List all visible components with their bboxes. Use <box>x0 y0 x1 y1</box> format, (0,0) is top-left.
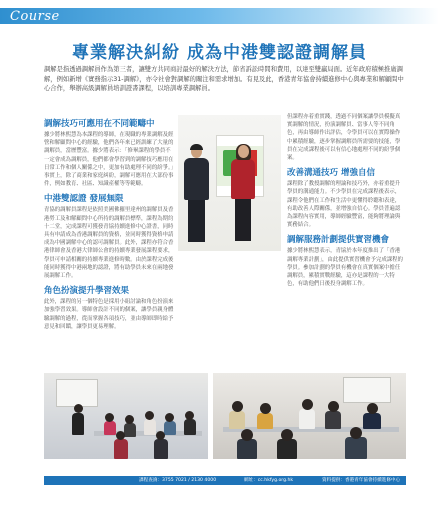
person-woman <box>230 145 256 245</box>
course-banner <box>0 8 439 24</box>
left-column <box>44 113 174 331</box>
section-body-certification: 青協的調解員課程是依照美國佛羅里達州的調解員及香港勞工及和解顧問中心所持的調解員標準，課程為期約十二堂，完成課程可獲發青協持續進修中心證書，同時具有申請成為香港調解員的資格，並同時獲得資格申請成為中國調解中心的認可調解員。此外，課程亦符合香港律師會及香港大律師公會的持續專業發展課程要求，學員可申請相關的持續專業進修時數。由於課程完成後能同時獲得中港兩地的認證，將有助學員未來在兩地發展調解工作。 <box>44 207 174 280</box>
banner-label: Course <box>10 9 60 24</box>
section-heading-internship: 調解服務計劃提供實習機會 <box>287 235 390 246</box>
section-heading-communication: 改善溝通技巧 增強自信 <box>287 168 375 179</box>
section-body-internship: 據少將林熙慧表示，青協於本年度推出了「香港調解專業計劃」，由此提供實習機會予完成課程的學員。參加計劃的學員有機會在真實個案中擔任調解員，累積實戰經驗，這亦是課程的一大特色，有助他們日後投身調解工作。 <box>287 248 403 288</box>
footer-source: 資料提供：香港青年協會持續進修中心 <box>322 478 401 483</box>
footer-bar <box>44 476 406 485</box>
right-column <box>287 113 405 288</box>
intro-paragraph: 調解是指透過調解員作為第三者，讓雙方共同商討最好的解決方法，節省訴訟時間和費用，以達至雙贏局面。近年政府積極推廣調解，例如新增《實務指示31-調解》，亦令社會對調解的關注和需求增加。有見及此，香港青年協會持續進修中心與專業和解顧問中心合作，舉辦高級調解員培訓證書課程，以培訓專業調解員。 <box>44 66 404 92</box>
classroom-photo-right <box>213 373 406 459</box>
section-body-roleplay: 此外，課程的另一個特色是採用小組討論和角色扮演來加強學習效果。導師會設計不同的個案，讓學員親身體驗調解的過程，從而掌握各項技巧，並由導師即時給予意見和回饋，讓學員更易理解。 <box>44 299 174 330</box>
footer-phone: 課程查詢：3755 7021 / 2130 4000 <box>139 478 217 483</box>
section-body-practice: 但課程亦着重實踐，透過不同個案讓學員模擬真實調解的情況，扮演調解員、當事人等不同角色，再由導師作出評估，令學員可以在實際操作中累積經驗，逐步掌握調解員所需要的技能，學員在完成課程後可以有信心地處理不同的紛爭個案。 <box>287 114 401 162</box>
section-heading-skills: 調解技巧可應用在不同範疇中 <box>44 119 155 129</box>
instructors-photo <box>178 115 281 251</box>
classroom-photo-left <box>44 373 208 459</box>
person-man <box>184 145 208 245</box>
page-title: 專業解決糾紛 成為中港雙認證調解員 <box>72 43 367 63</box>
section-heading-certification: 中港雙認證 發展無限 <box>44 194 124 205</box>
footer-website[interactable]: 網址：cc.hkfyg.org.hk <box>244 478 294 483</box>
section-heading-roleplay: 角色扮演提升學習效果 <box>44 286 130 297</box>
section-body-communication: 課程除了教授調解的理論和技巧外，亦着重提升學員的溝通能力。不少學員在完成課程後表示，課程令他們在工作和生活中更懂得聆聽和表達，有助改善人際關係，並增強自信心。學員普遍認為課程內容實用，導師經驗豐富，能夠將理論與實務結合。 <box>287 181 401 229</box>
section-body-skills: 據少將林熙慧為本課程的導師，在現職的專業調解及經營和解顧問中心的經驗，他們各年來已經訓練了大量的調解員，當歷豐富。據少將表示：「修畢課程的學員不一定會成為調解員，他們都會學習到的調解技巧應用在日常工作和個人關係之中，更加有助處理不同的紛爭。」事實上，除了商業和家庭糾紛，調解可應用在大部份事件，例如教育、社區、知識產權等等範疇。 <box>44 132 174 188</box>
